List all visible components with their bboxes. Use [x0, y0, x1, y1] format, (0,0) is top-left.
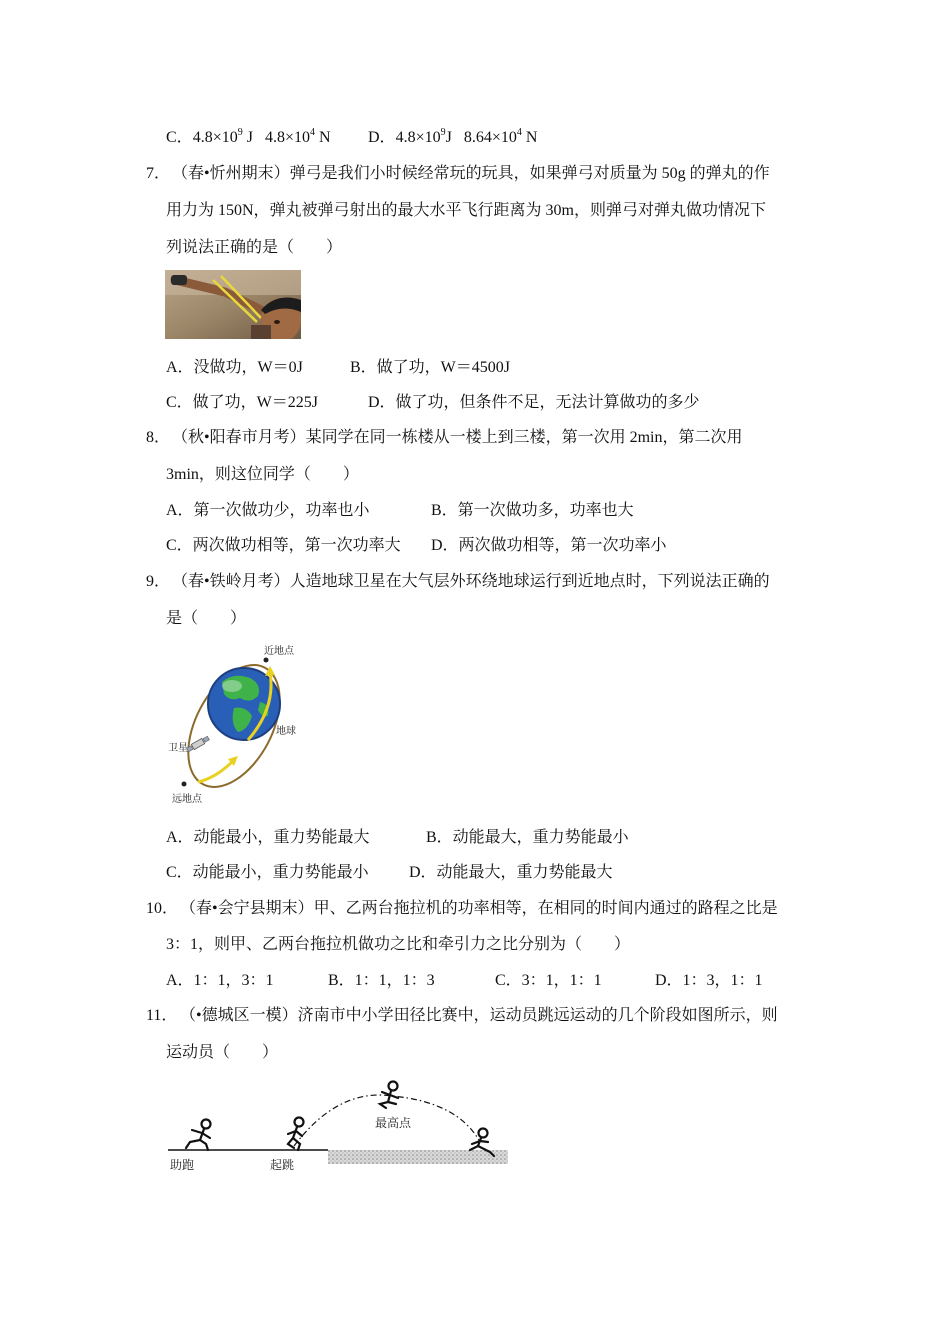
q11-stem-line-2: 运动员（ ） — [166, 1044, 279, 1061]
q10-option-b: B．1：1，1：3 — [328, 972, 435, 989]
q9-option-a: A．动能最小，重力势能最大 — [166, 829, 370, 846]
q7-number: 7． — [146, 165, 171, 182]
slingshot-photo — [165, 270, 301, 339]
take-off-label: 起跳 — [270, 1158, 295, 1172]
q8-option-c: C．两次做功相等，第一次功率大 — [166, 537, 401, 554]
q7-option-d: D．做了功，但条件不足，无法计算做功的多少 — [368, 394, 700, 411]
q10-stem-line-1: （春•会宁县期末）甲、乙两台拖拉机的功率相等，在相同的时间内通过的路程之比是 — [180, 900, 778, 917]
q8-option-a: A．第一次做功少，功率也小 — [166, 502, 370, 519]
q8-stem-line-1: （秋•阳春市月考）某同学在同一栋楼从一楼上到三楼，第一次用 2min，第二次用 — [172, 429, 743, 446]
q9-stem-line-2: 是（ ） — [166, 610, 247, 627]
satellite-label: 卫星 — [168, 743, 188, 754]
q10-option-a: A．1：1，3：1 — [166, 972, 274, 989]
q9-number: 9． — [146, 573, 171, 590]
q10-stem-line-2: 3：1，则甲、乙两台拖拉机做功之比和牵引力之比分别为（ ） — [166, 936, 631, 953]
apogee-label: 远地点 — [172, 794, 202, 805]
q7-option-a: A．没做功，W＝0J — [166, 359, 303, 376]
q7-stem-line-3: 列说法正确的是（ ） — [166, 239, 343, 256]
q8-number: 8． — [146, 429, 171, 446]
q9-option-d: D．动能最大，重力势能最大 — [409, 864, 613, 881]
q7-stem-line-2: 用力为 150N，弹丸被弹弓射出的最大水平飞行距离为 30m，则弹弓对弹丸做功情况下 — [166, 202, 767, 219]
perigee-label: 近地点 — [264, 646, 294, 657]
q8-option-d: D．两次做功相等，第一次功率小 — [431, 537, 667, 554]
q10-option-d: D．1：3，1：1 — [655, 972, 763, 989]
q9-stem-line-1: （春•铁岭月考）人造地球卫星在大气层外环绕地球运行到近地点时，下列说法正确的 — [172, 573, 770, 590]
q8-option-b: B．第一次做功多，功率也大 — [431, 502, 634, 519]
q10-option-c: C．3：1，1：1 — [495, 972, 602, 989]
q10-number: 10． — [146, 900, 179, 917]
q7-option-c: C．做了功，W＝225J — [166, 394, 319, 411]
q6-option-d: D．$4.8\times 10^9J$ $8.64\times 10^4$ N — [368, 127, 538, 146]
q11-stem-line-1: （•德城区一模）济南市中小学田径比赛中，运动员跳远运动的几个阶段如图所示，则 — [180, 1007, 778, 1024]
highest-point-label: 最高点 — [375, 1116, 412, 1130]
q7-stem-line-1: （春•忻州期末）弹弓是我们小时候经常玩的玩具，如果弹弓对质量为 50g 的弹丸的作 — [172, 165, 770, 182]
q7-option-b: B．做了功，W＝4500J — [350, 359, 511, 376]
long-jump-diagram — [168, 1078, 510, 1178]
run-up-label: 助跑 — [170, 1158, 195, 1172]
earth-label: 地球 — [276, 726, 296, 737]
q11-number: 11． — [146, 1007, 178, 1024]
satellite-orbit-diagram — [164, 638, 304, 804]
q9-option-b: B．动能最大，重力势能最小 — [426, 829, 629, 846]
q8-stem-line-2: 3min，则这位同学（ ） — [166, 466, 359, 483]
q9-option-c: C．动能最小，重力势能最小 — [166, 864, 369, 881]
q6-option-c: C．$4.8\times 10^9$ J $4.8\times 10^4$ N — [166, 127, 331, 146]
